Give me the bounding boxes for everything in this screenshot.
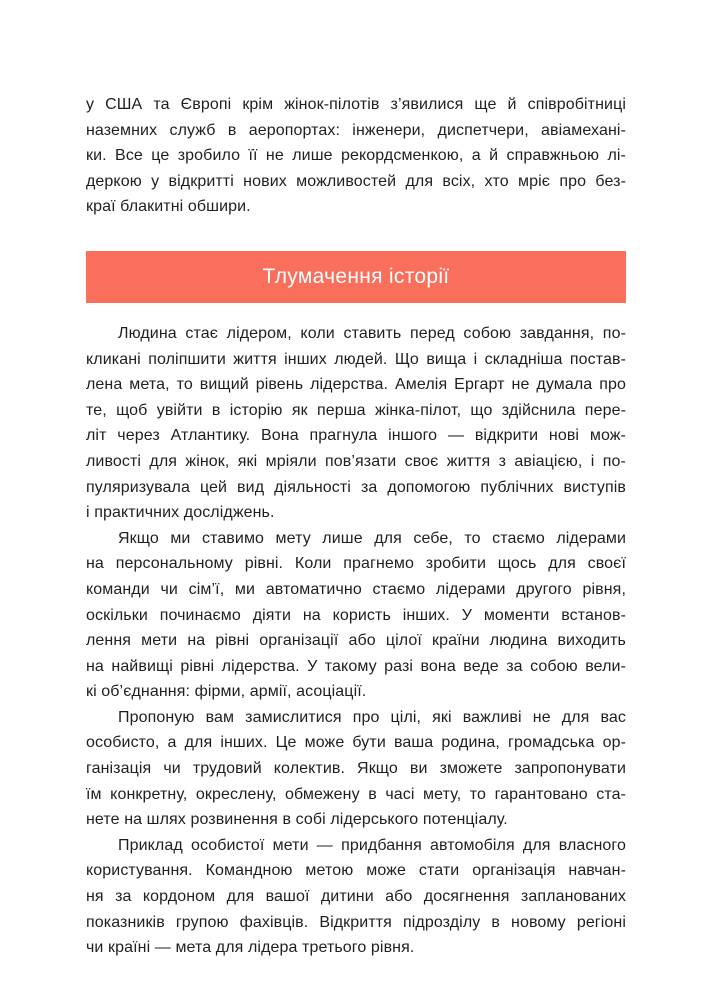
- text-line: ки. Все це зробило її не лише рекордсменкою, а й справжньою лі-: [86, 147, 626, 165]
- text-line: літ через Атлантику. Вона прагнула іншого — відкрити нові мож-: [86, 427, 626, 445]
- text-line: ня за кордоном для вашої дитини або досягнення запланованих: [86, 888, 626, 906]
- text-line: кликані поліпшити життя інших людей. Що вища і складніша постав-: [86, 350, 626, 368]
- text-line: краї блакитні обшири.: [86, 198, 251, 216]
- text-line: користування. Командною метою може стати організація навчан-: [86, 862, 626, 880]
- text-line: лення мети на рівні організації або цілої країни людина виходить: [86, 632, 626, 650]
- text-line: те, щоб увійти в історію як перша жінка-пілот, що здійснила пере-: [86, 401, 626, 419]
- text-line: показників групою фахівців. Відкриття підрозділу в новому регіоні: [86, 913, 626, 931]
- text-line: чи країні — мета для лідера третього рівня.: [86, 939, 415, 957]
- text-line: наземних служб в аеропортах: інженери, диспетчери, авіамехані-: [86, 121, 626, 139]
- text-line: на найвищі рівні лідерства. У такому разі вона веде за собою вели-: [86, 657, 626, 675]
- paragraph-4: [86, 833, 626, 961]
- book-page: [86, 92, 626, 961]
- text-line: нете на шлях розвинення в собі лідерського потенціалу.: [86, 811, 508, 829]
- text-line: Якщо ми ставимо мету лише для себе, то стаємо лідерами: [118, 529, 626, 547]
- text-line: ганізація чи трудовий колектив. Якщо ви зможете запропонувати: [86, 760, 626, 778]
- paragraph-1: [86, 321, 626, 526]
- text-line: і практичних досліджень.: [86, 504, 275, 522]
- text-line: пуляризувала цей вид діяльності за допомогою публічних виступів: [86, 478, 626, 496]
- text-line: Пропоную вам замислитися про цілі, які важливі не для вас: [118, 708, 626, 726]
- text-line: особисто, а для інших. Це може бути ваша родина, громадська ор-: [86, 734, 626, 752]
- text-line: Людина стає лідером, коли ставить перед собою завдання, по-: [118, 324, 626, 342]
- text-line: деркою у відкритті нових можливостей для всіх, хто мріє про без-: [86, 172, 626, 190]
- text-line: у США та Європі крім жінок-пілотів з’явилися ще й співробітниці: [86, 96, 626, 113]
- text-line: лена мета, то вищий рівень лідерства. Амелія Ергарт не думала про: [86, 376, 626, 394]
- text-line: їм конкретну, окреслену, обмежену в часі мету, то гарантовано ста-: [86, 785, 626, 803]
- section-header-banner: [86, 251, 626, 303]
- text-line: оскільки починаємо діяти на користь інших. У моменти встанов-: [86, 606, 626, 624]
- intro-paragraph: [86, 92, 626, 220]
- text-line: Приклад особистої мети — придбання автомобіля для власного: [118, 836, 626, 854]
- text-line: кі об’єднання: фірми, армії, асоціації.: [86, 683, 367, 701]
- section-title: Тлумачення історії: [262, 264, 450, 288]
- text-line: ливості для жінок, які мріяли пов’язати своє життя з авіацією, і по-: [86, 452, 626, 470]
- paragraph-3: [86, 705, 626, 833]
- text-line: команди чи сім’ї, ми автоматично стаємо лідерами другого рівня,: [86, 580, 626, 598]
- section-body: [86, 321, 626, 961]
- text-line: на персональному рівні. Коли прагнемо зробити щось для своєї: [86, 555, 626, 573]
- paragraph-2: [86, 526, 626, 705]
